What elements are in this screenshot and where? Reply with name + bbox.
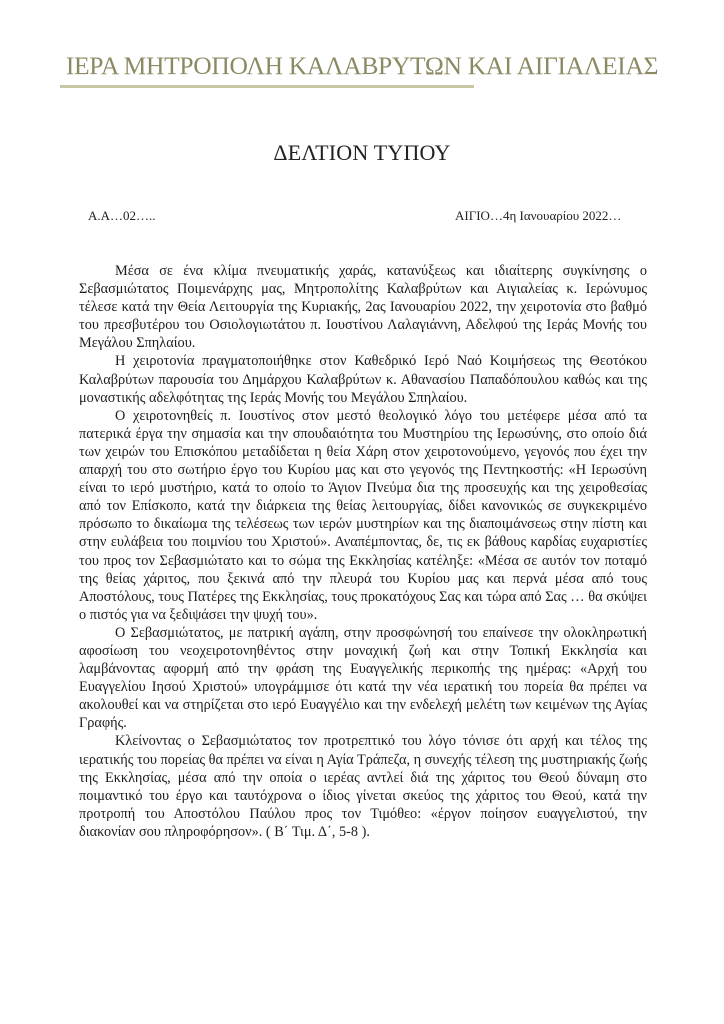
paragraph: Κλείνοντας ο Σεβασμιώτατος τον προτρεπτικό του λόγο τόνισε ότι αρχή και τέλος της ιερατικής του πορείας θα πρέπει να είναι η Αγία Τράπεζα, η συνεχής τέλεση της μυστηριακής ζωής της Εκκλησίας, μέσα από την οποία ο ιερέας αντλεί διά της χάριτος του Θεού δύναμη στο ποιμαντικό του έργο και ταυτόχρονα ο ίδιος γίνεται σκεύος της χάριτος του Θεού, κατά την προτροπή του Αποστόλου Παύλου προς τον Τιμόθεο: «έργον ποίησον ευαγγελιστού, την διακονίαν σου πληροφόρησον». ( Β΄ Τιμ. Δ΄, 5-8 ). <box>79 733 647 840</box>
paragraph: Ο Σεβασμιώτατος, με πατρική αγάπη, στην προσφώνησή του επαίνεσε την ολοκληρωτική αφοσίωση του νεοχειροτονηθέντος στην μοναχική ζωή και στην Τοπική Εκκλησία και λαμβάνοντας αφορμή από την φράση της Ευαγγελικής περικοπής της ημέρας: «Αρχή του Ευαγγελίου Ιησού Χριστού» υπογράμμισε ότι κατά την νέα ιερατική του πορεία θα πρέπει να ακολουθεί και να στηρίζεται στο ιερό Ευαγγέλιο και την ενδελεχή μελέτη των κειμένων της Αγίας Γραφής. <box>79 624 647 732</box>
reference-number: Α.Α…02….. <box>88 208 156 223</box>
organization-name: ΙΕΡΑ ΜΗΤΡΟΠΟΛΗ ΚΑΛΑΒΡΥΤΩΝ ΚΑΙ ΑΙΓΙΑΛΕΙΑΣ <box>65 51 659 80</box>
paragraph: Ο χειροτονηθείς π. Ιουστίνος στον μεστό θεολογικό λόγο του μετέφερε μέσα από τα πατερικά έργα την σημασία και την σπουδαιότητα του Μυστηρίου της Ιερωσύνης, στο οποίο διά των χειρών του Επισκόπου μεταδίδεται η θεία Χάρη στον χειροτονούμενο, γεγονός που έχει την απαρχή του στο σωτήριο έργο του Κυρίου μας και στο γεγονός της Πεντηκοστής: «Η Ιερωσύνη είναι το ιερό μυστήριο, κατά το οποίο το Άγιον Πνεύμα δια της προσευχής και της χειροθεσίας από τον Επίσκοπο, κατά την διάρκεια της θείας λειτουργίας, δίδει κανονικώς σε συγκεκριμένο πρόσωπο το δικαίωμα της τελέσεως των ιερών μυστηρίων και της διαποιμάνσεως στην πίστη και στην ευλάβεια του ποιμνίου του Χριστού». Αναπέμποντας, δε, τις εκ βάθους καρδίας ευχαριστίες του προς τον Σεβασμιώτατο και το σώμα της Εκκλησίας κατέληξε: «Μέσα σε αυτόν τον ποταμό της θείας χάριτος, που ξεκινά από την πλευρά του Κυρίου μας και περνά μέσα από τους Αποστόλους, τους Πατέρες της Εκκλησίας, τους προκατόχους Σας και τώρα από Σας … θα σκύψει ο πιστός για να ξεδιψάσει την ψυχή του». <box>79 407 647 623</box>
place-date: ΑΙΓΙΟ…4η Ιανουαρίου 2022… <box>455 208 622 223</box>
press-release-body <box>79 262 647 841</box>
header-divider <box>60 85 474 88</box>
paragraph: Η χειροτονία πραγματοποιήθηκε στον Καθεδρικό Ιερό Ναό Κοιμήσεως της Θεοτόκου Καλαβρύτων παρουσία του Δημάρχου Καλαβρύτων κ. Αθανασίου Παπαδόπουλου καθώς και της μοναστικής αδελφότητας της Ιεράς Μονής του Μεγάλου Σπηλαίου. <box>79 353 647 406</box>
document-title: ΔΕΛΤΙΟΝ ΤΥΠΟΥ <box>273 140 451 165</box>
paragraph: Μέσα σε ένα κλίμα πνευματικής χαράς, κατανύξεως και ιδιαίτερης συγκίνησης ο Σεβασμιώτατος Ποιμενάρχης μας, Μητροπολίτης Καλαβρύτων και Αιγιαλείας κ. Ιερώνυμος τέλεσε κατά την Θεία Λειτουργία της Κυριακής, 2ας Ιανουαρίου 2022, την χειροτονία στο βαθμό του πρεσβυτέρου του Οσιολογιωτάτου π. Ιουστίνου Λαλαγιάννη, Αδελφού της Ιεράς Μονής του Μεγάλου Σπηλαίου. <box>79 263 647 352</box>
